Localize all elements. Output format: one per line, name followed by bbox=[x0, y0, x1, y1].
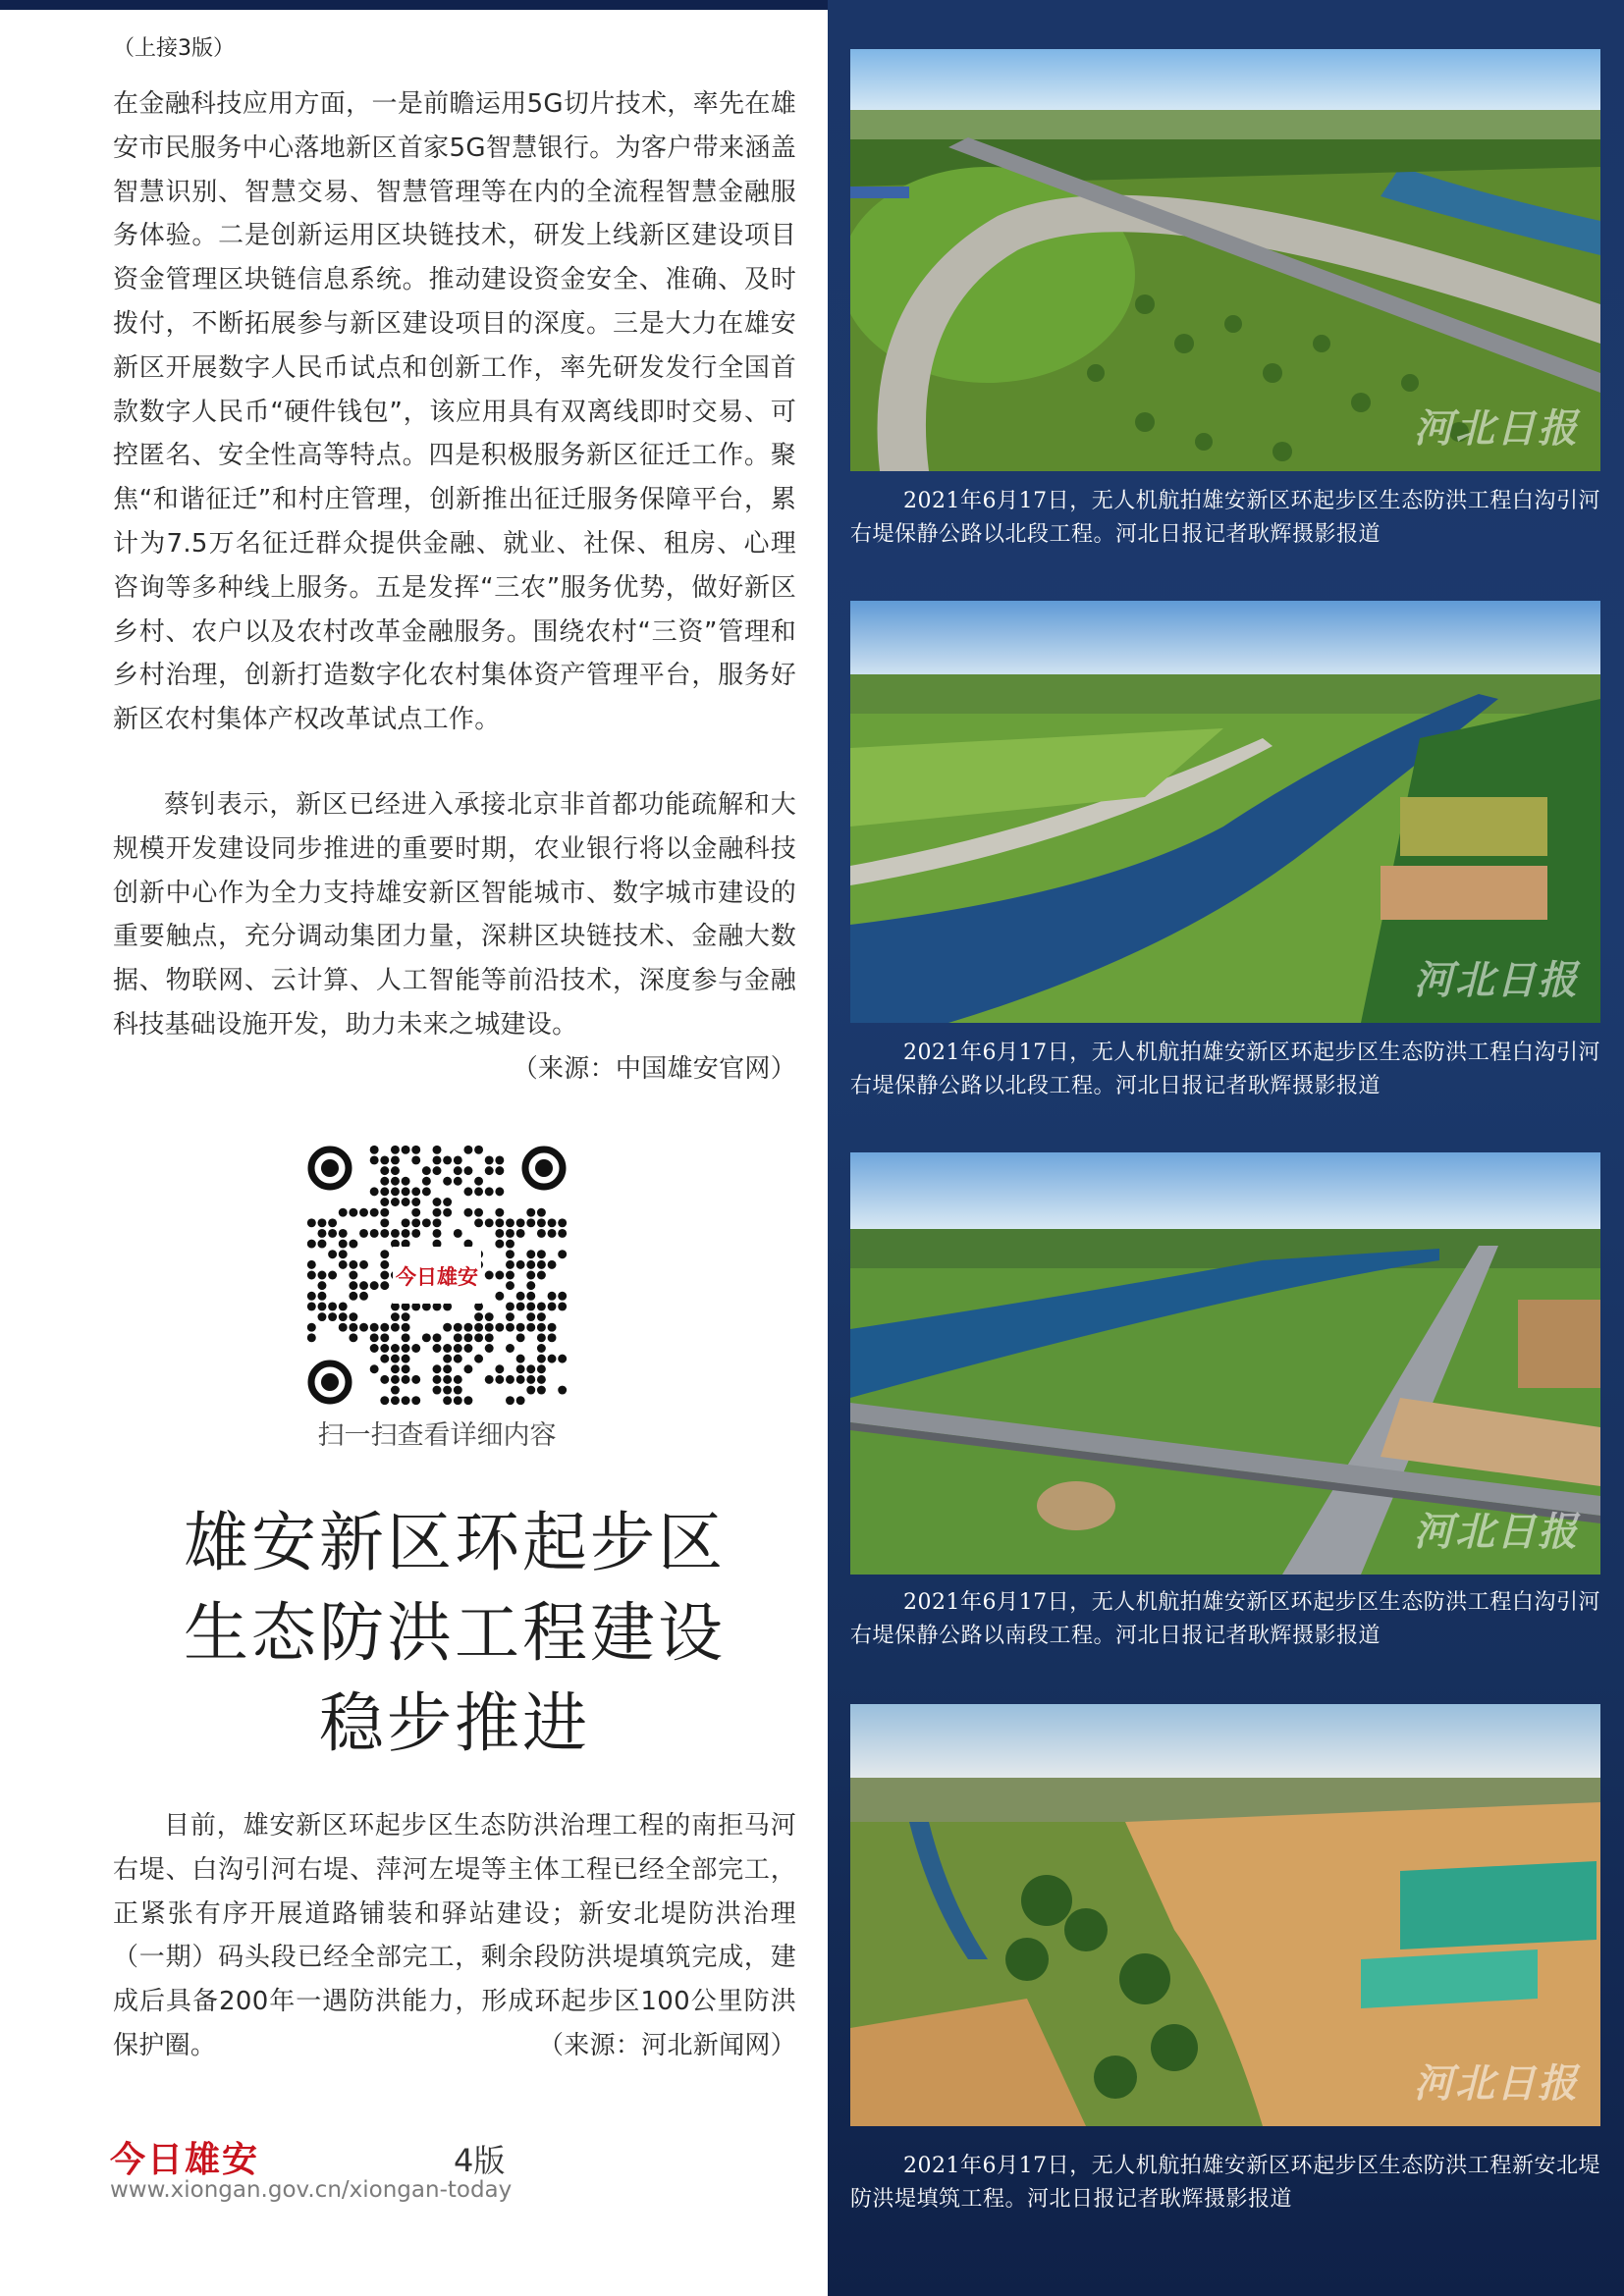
article1-paragraph-2-text: 蔡钊表示，新区已经进入承接北京非首都功能疏解和大规模开发建设同步推进的重要时期，农业银行将以金融科技创新中心作为全力支持雄安新区智能城市、数字城市建设的重要触点，充分调动集团力量，深耕区块链技术、金融大数据、物联网、云计算、人工智能等前沿技术，深度参与金融科技基础设施开发，助力未来之城建设。 bbox=[113, 790, 796, 1040]
photo-1 bbox=[850, 49, 1600, 471]
article2-source: （来源：河北新闻网） bbox=[537, 2030, 796, 2060]
article1-paragraph-1: 在金融科技应用方面，一是前瞻运用5G切片技术，率先在雄安市民服务中心落地新区首家5G智慧银行。为客户带来涵盖智慧识别、智慧交易、智慧管理等在内的全流程智慧金融服务体验。二是创新运用区块链技术，研发上线新区建设项目资金管理区块链信息系统。推动建设资金安全、准确、及时拨付，不断拓展参与新区建设项目的深度。三是大力在雄安新区开展数字人民币试点和创新工作，率先研发发行全国首款数字人民币“硬件钱包”，该应用具有双离线即时交易、可控匿名、安全性高等特点。四是积极服务新区征迁工作。聚焦“和谐征迁”和村庄管理，创新推出征迁服务保障平台，累计为7.5万名征迁群众提供金融、就业、社保、租房、心理咨询等多种线上服务。五是发挥“三农”服务优势，做好新区乡村、农户以及农村改革金融服务。围绕农村“三资”管理和乡村治理，创新打造数字化农村集体资产管理平台，服务好新区农村集体产权改革试点工作。 bbox=[113, 89, 796, 735]
photo-1-caption: 2021年6月17日，无人机航拍雄安新区环起步区生态防洪工程白沟引河右堤保静公路以北段工程。河北日报记者耿辉摄影报道 bbox=[850, 489, 1600, 547]
headline-line-3: 稳步推进 bbox=[319, 1685, 590, 1761]
site-url[interactable]: www.xiongan.gov.cn/xiongan-today bbox=[110, 2177, 513, 2203]
photo-1-watermark: 河北日报 bbox=[1414, 405, 1579, 452]
article2-paragraph-text: 目前，雄安新区环起步区生态防洪治理工程的南拒马河右堤、白沟引河右堤、萍河左堤等主体工程已经全部完工，正紧张有序开展道路铺装和驿站建设；新安北堤防洪治理（一期）码头段已经全部完工，剩余段防洪堤填筑完成，建成后具备200年一遇防洪能力，形成环起步区100公里防洪保护圈。 bbox=[113, 1811, 796, 2060]
headline-line-2: 生态防洪工程建设 bbox=[184, 1595, 726, 1671]
article1-source: （来源：中国雄安官网） bbox=[512, 1053, 796, 1084]
article1-paragraph-2 bbox=[113, 783, 796, 1092]
photo-2 bbox=[850, 601, 1600, 1023]
qr-center-logo: 今日雄安 bbox=[396, 1264, 478, 1289]
continued-note: （上接3版） bbox=[113, 36, 235, 61]
headline-line-1: 雄安新区环起步区 bbox=[184, 1505, 726, 1580]
photo-3 bbox=[850, 1152, 1600, 1575]
article2-headline bbox=[113, 1498, 796, 1769]
photo-2-caption: 2021年6月17日，无人机航拍雄安新区环起步区生态防洪工程白沟引河右堤保静公路以北段工程。河北日报记者耿辉摄影报道 bbox=[850, 1041, 1600, 1098]
qr-caption: 扫一扫查看详细内容 bbox=[317, 1420, 557, 1451]
newspaper-logo: 今日雄安 bbox=[110, 2139, 260, 2180]
photo-3-caption: 2021年6月17日，无人机航拍雄安新区环起步区生态防洪工程白沟引河右堤保静公路以南段工程。河北日报记者耿辉摄影报道 bbox=[850, 1590, 1600, 1648]
photo-3-watermark: 河北日报 bbox=[1414, 1509, 1579, 1555]
article2-paragraph bbox=[113, 1804, 796, 2068]
photo-4 bbox=[850, 1704, 1600, 2126]
page-number: 4版 bbox=[454, 2142, 506, 2179]
qr-code[interactable] bbox=[306, 1145, 568, 1406]
photo-2-watermark: 河北日报 bbox=[1414, 957, 1579, 1003]
photo-4-caption: 2021年6月17日，无人机航拍雄安新区环起步区生态防洪工程新安北堤防洪堤填筑工程。河北日报记者耿辉摄影报道 bbox=[850, 2154, 1600, 2212]
photo-4-watermark: 河北日报 bbox=[1414, 2060, 1579, 2107]
